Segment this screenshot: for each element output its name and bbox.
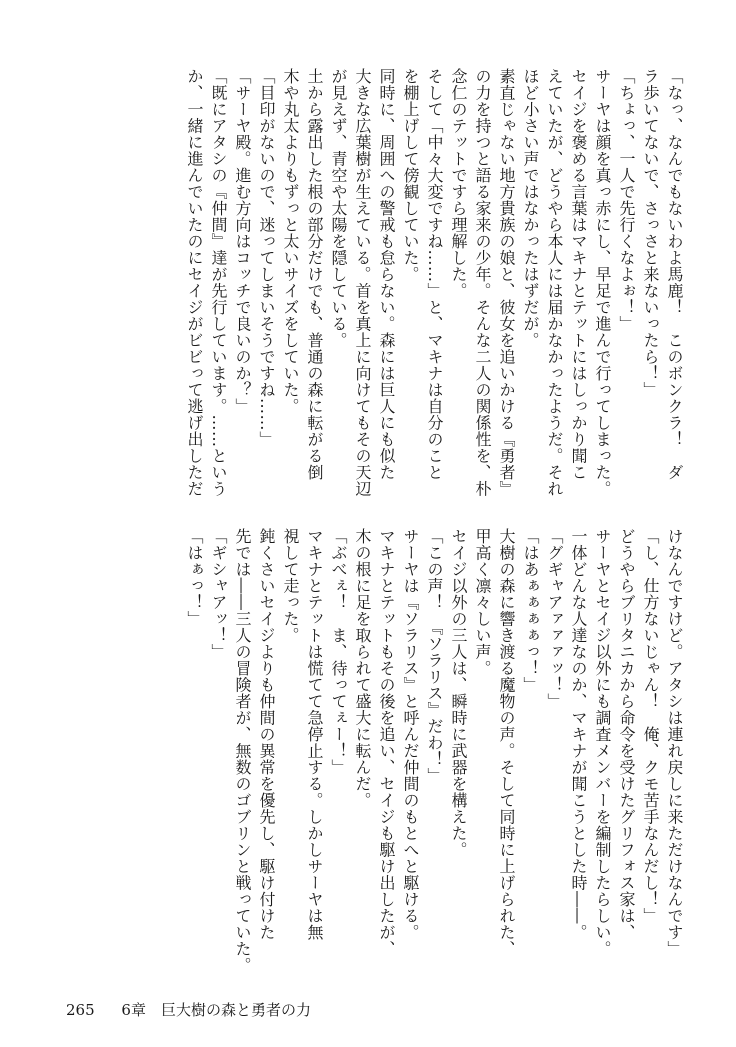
text-line: 土から露出した根の部分だけでも、普通の森に転がる倒 [305,68,324,481]
text-line: 視して走った。 [281,528,300,644]
text-line: 先では――三人の冒険者が、無数のゴブリンと戦っていた。 [233,528,252,973]
text-line: そして「中々大変ですね……」と、マキナは自分のこと [425,68,444,481]
text-line: 甲高く凛々しい声。 [473,528,492,677]
text-line: ラ歩いてないで、さっさと来ないったら！」 [641,68,660,398]
text-line: 大きな広葉樹が生えている。首を真上に向けてもその天辺 [353,68,372,497]
text-line: 「サーヤ殿。進む方向はコッチで良いのか？」 [233,68,252,415]
text-line: サーヤは顔を真っ赤にし、早足で進んで行ってしまった。 [593,68,612,497]
page-footer [66,1000,311,1020]
text-line: ほど小さい声ではなかったはずだが。 [521,68,540,349]
text-line: 「グギャアァァァッ！」 [545,528,564,710]
text-block-lower [36,528,686,973]
text-line: どうやらブリタニカから命令を受けたグリフォス家は、 [617,528,636,941]
text-line: の力を持つと語る家来の少年。そんな二人の関係性を、朴 [473,68,492,497]
text-line: セイジ以外の三人は、瞬時に武器を構えた。 [449,528,468,858]
chapter-title: 6章 巨大樹の森と勇者の力 [121,1001,311,1019]
text-block-upper [36,68,686,508]
page-number: 265 [66,1001,95,1019]
text-line: 鈍くさいセイジよりも仲間の異常を優先し、駆け付けた [257,528,276,941]
text-line: セイジを褒める言葉はマキナとテットにはしっかり聞こ [569,68,588,481]
text-line: 木や丸太よりもずっと太いサイズをしていた。 [281,68,300,415]
text-line: か、一緒に進んでいたのにセイジがビビって逃げ出しただ [185,68,204,497]
text-line: 「ぶべぇ！ ま、待ってぇー！」 [329,528,348,776]
text-line: 「既にアタシの『仲間』達が先行しています。……という [209,68,228,497]
text-line: が見えず、青空や太陽を隠している。 [329,68,348,349]
text-line: 「目印がないので、迷ってしまいそうですね……」 [257,68,276,448]
text-line: 「ギシャアッ！」 [209,528,228,660]
text-line: サーヤは『ソラリス』と呼んだ仲間のもとへと駆ける。 [401,528,420,941]
text-line: 素直じゃない地方貴族の娘と、彼女を追いかける『勇者』 [497,68,516,497]
text-line: マキナとテットもその後を追い、セイジも駆け出したが、 [377,528,396,957]
text-line: マキナとテットは慌てて急停止する。しかしサーヤは無 [305,528,324,941]
text-line: サーヤとセイジ以外にも調査メンバーを編制したらしい。 [593,528,612,957]
text-line: えていたが、どうやら本人には届かなかったようだ。それ [545,68,564,497]
text-line: 「なっ、なんでもないわよ馬鹿！ このボンクラ！ ダ [665,68,684,481]
text-line: 「はぁっ！」 [185,528,204,627]
text-line: 「し、仕方ないじゃん！ 俺、クモ苦手なんだし！」 [641,528,660,924]
text-line: けなんですけど。アタシは連れ戻しに来ただけなんです」 [665,528,684,957]
text-line: 「ちょっ、一人で先行くなよぉ！」 [617,68,636,332]
text-line: 念仁のテットですら理解した。 [449,68,468,299]
text-line: を棚上げして傍観していた。 [401,68,420,283]
text-line: 木の根に足を取られて盛大に転んだ。 [353,528,372,809]
text-line: 一体どんな人達なのか、マキナが聞こうとした時――。 [569,528,588,941]
text-line: 同時に、周囲への警戒も怠らない。森には巨人にも似た [377,68,396,481]
text-line: 「はあぁぁぁぁっ！」 [521,528,540,693]
text-line: 「この声！ 『ソラリス』だわ！」 [425,528,444,784]
text-line: 大樹の森に響き渡る魔物の声。そして同時に上げられた、 [497,528,516,957]
